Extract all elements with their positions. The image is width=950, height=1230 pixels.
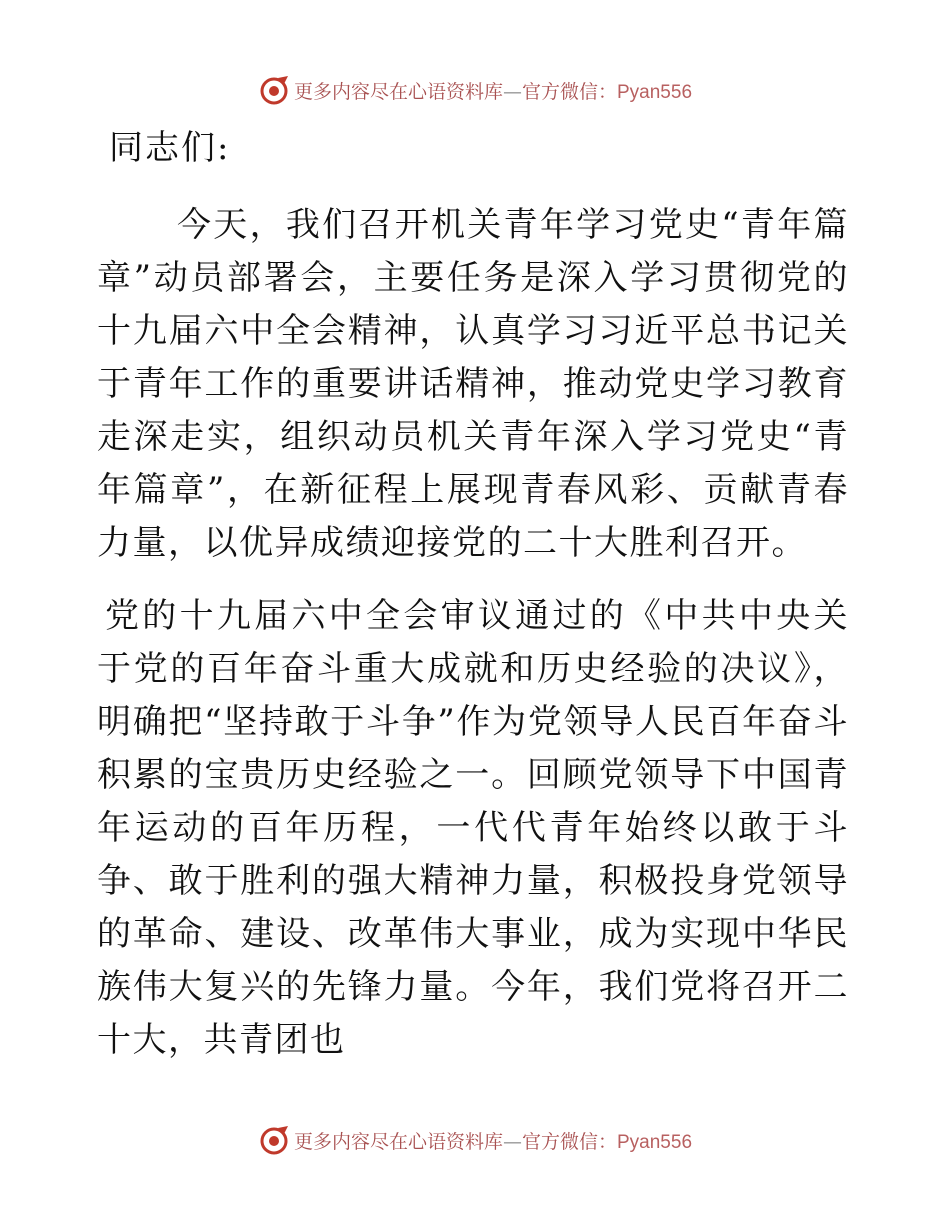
watermark-text: 更多内容尽在心语资料库—官方微信：Pyan556: [293, 80, 693, 103]
footer-watermark: [0, 1120, 950, 1160]
greeting: 同志们:: [109, 128, 231, 168]
paragraph-1: 今天，我们召开机关青年学习党史“青年篇章”动员部署会，主要任务是深入学习贯彻党的十九届六中全会精神，认真学习习近平总书记关于青年工作的重要讲话精神，推动党史学习教育走深走实，组织动员机关青年深入学习党史“青年篇章”，在新征程上展现青春风彩、贡献青春力量，以优异成绩迎接党的二十大胜利召开。: [97, 205, 849, 563]
logo-icon: [258, 74, 290, 106]
header-watermark: [0, 70, 950, 110]
paragraph-2: 党的十九届六中全会审议通过的《中共中央关于党的百年奋斗重大成就和历史经验的决议》，明确把“坚持敢于斗争”作为党领导人民百年奋斗积累的宝贵历史经验之一。回顾党领导下中国青年运动的百年历程，一代代青年始终以敢于斗争、敢于胜利的强大精神力量，积极投身党领导的革命、建设、改革伟大事业，成为实现中华民族伟大复兴的先锋力量。今年，我们党将召开二十大，共青团也: [97, 596, 849, 1060]
document-body: [97, 122, 849, 1067]
logo-icon: [258, 1124, 290, 1156]
watermark-text: 更多内容尽在心语资料库—官方微信：Pyan556: [293, 1130, 693, 1153]
